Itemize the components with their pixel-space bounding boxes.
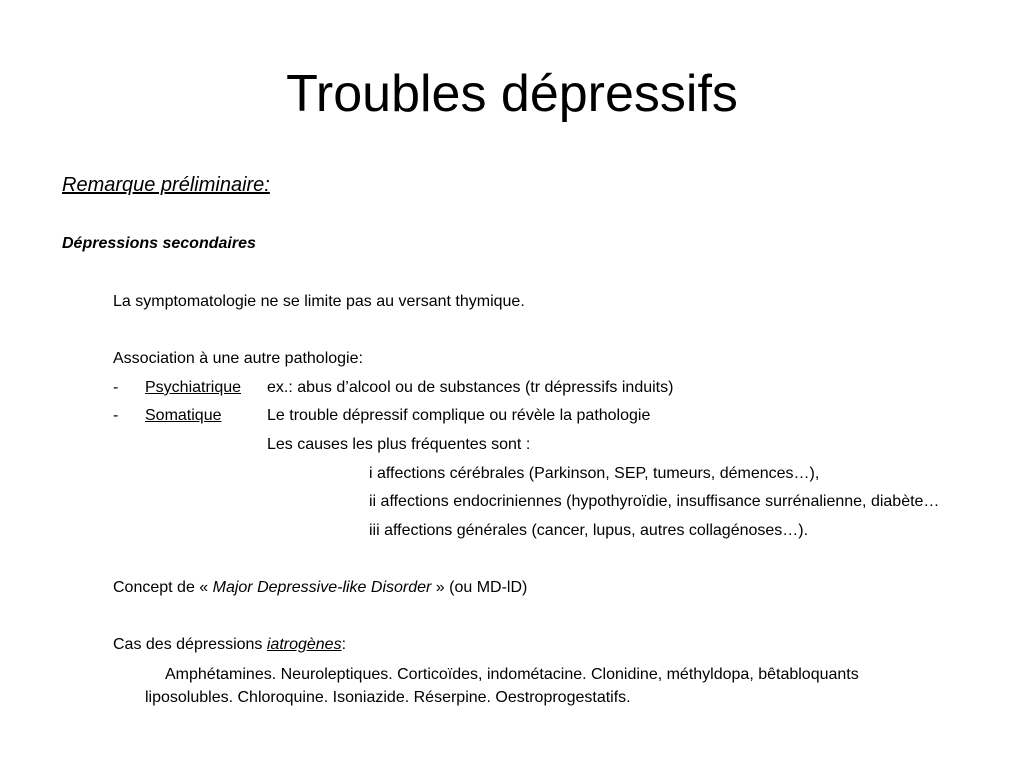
causes-intro: Les causes les plus fréquentes sont :: [267, 436, 531, 453]
concept-line: [113, 577, 527, 599]
concept-suffix: » (ou MD-lD): [431, 579, 528, 596]
iatrogenic-heading: [113, 634, 346, 656]
psychiatric-text: ex.: abus d’alcool ou de substances (tr dépressifs induits): [267, 379, 674, 396]
somatic-label: Somatique: [145, 407, 222, 424]
list-item-dash: -: [113, 407, 119, 424]
iatrogenic-term: iatrogènes: [266, 636, 342, 653]
cause-item: i affections cérébrales (Parkinson, SEP, tumeurs, démences…),: [369, 465, 820, 482]
symptom-line: La symptomatologie ne se limite pas au versant thymique.: [113, 293, 525, 310]
cause-item: iii affections générales (cancer, lupus, autres collagénoses…).: [369, 522, 809, 539]
iatrogenic-prefix: Cas des dépressions: [113, 636, 267, 653]
concept-italic: Major Depressive-like Disorder: [212, 579, 432, 596]
association-intro: Association à une autre pathologie:: [113, 350, 363, 367]
list-item-dash: -: [113, 379, 119, 396]
psychiatric-label: Psychiatrique: [145, 379, 242, 396]
iatrogenic-suffix: :: [341, 636, 347, 653]
concept-prefix: Concept de «: [113, 579, 213, 596]
iatrogenic-drugs-line1: Amphétamines. Neuroleptiques. Corticoïdes, indométacine. Clonidine, méthyldopa, bêtabloquants: [165, 666, 859, 683]
remark-heading: Remarque préliminaire:: [62, 174, 270, 196]
cause-item: ii affections endocriniennes (hypothyroïdie, insuffisance surrénalienne, diabète…: [369, 493, 940, 510]
iatrogenic-drugs-line2: liposolubles. Chloroquine. Isoniazide. Réserpine. Oestroprogestatifs.: [145, 689, 631, 706]
somatic-text: Le trouble dépressif complique ou révèle la pathologie: [267, 407, 651, 424]
section-heading: Dépressions secondaires: [62, 235, 256, 252]
slide-title: Troubles dépressifs: [286, 65, 738, 123]
